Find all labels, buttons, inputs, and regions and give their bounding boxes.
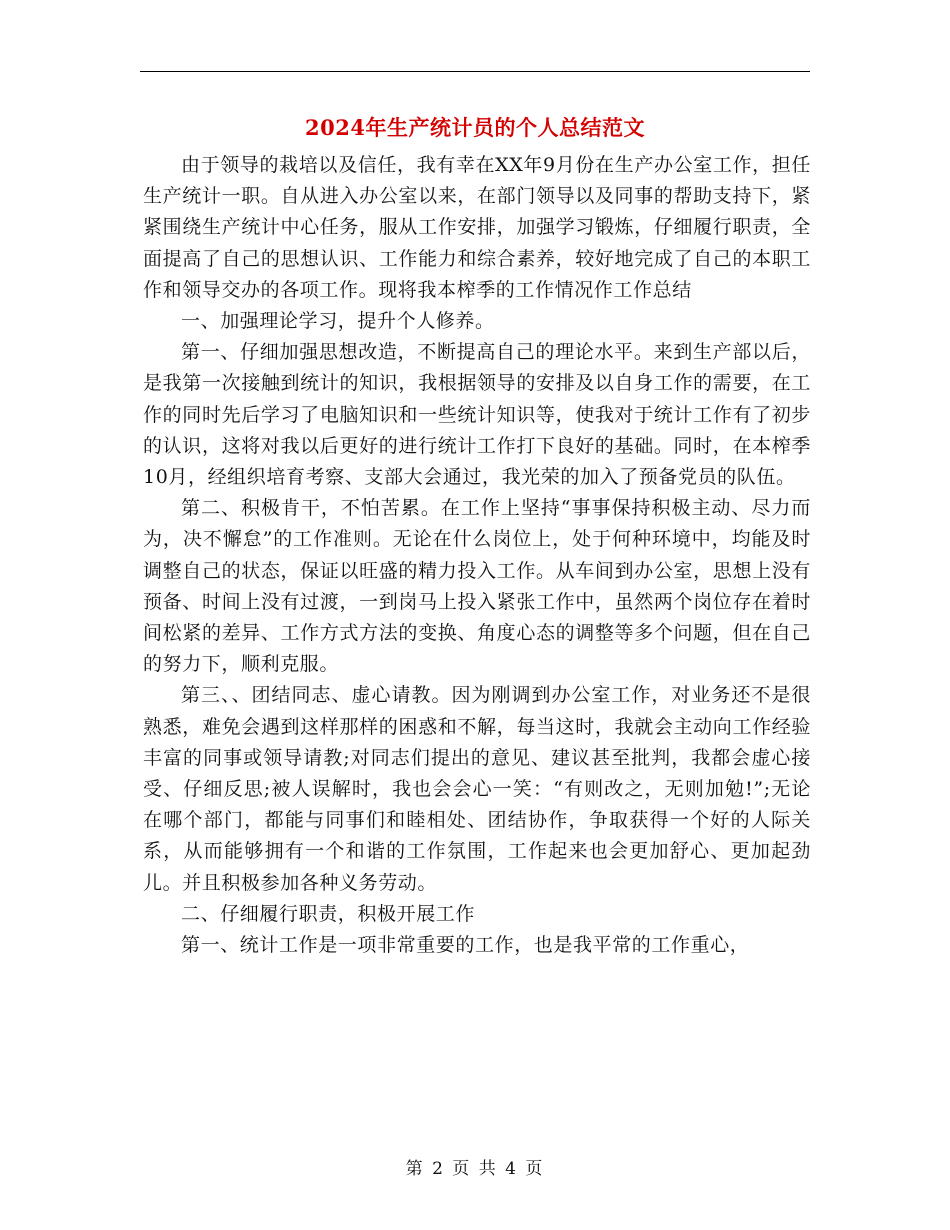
section-heading-1: 一、加强理论学习，提升个人修养。 (181, 310, 495, 333)
page-number-footer: 第 2 页 共 4 页 (405, 1159, 545, 1179)
paragraph: 第一、仔细加强思想改造，不断提高自己的理论水平。来到生产部以后，是我第一次接触到统计的知识，我根据领导的安排及以自身工作的需要，在工作的同时先后学习了电脑知识和一些统计知识等，使我对于统计工作有了初步的认识，这将对我以后更好的进行统计工作打下良好的基础。同时，在本榨季10月，经组织培育考察、支部大会通过，我光荣的加入了预备党员的队伍。 (143, 341, 811, 489)
document-title: 2024年生产统计员的个人总结范文 (305, 115, 645, 140)
paragraph: 第二、积极肯干，不怕苦累。在工作上坚持“事事保持积极主动、尽力而为，决不懈怠”的工作准则。无论在什么岗位上，处于何种环境中，均能及时调整自己的状态，保证以旺盛的精力投入工作。从车间到办公室，思想上没有预备、时间上没有过渡，一到岗马上投入紧张工作中，虽然两个岗位存在着时间松紧的差异、工作方式方法的变换、角度心态的调整等多个问题，但在自己的努力下，顺利克服。 (143, 497, 811, 676)
paragraph: 第一、统计工作是一项非常重要的工作，也是我平常的工作重心， (181, 934, 750, 957)
header-rule (140, 71, 810, 72)
section-heading-2: 二、仔细履行职责，积极开展工作 (181, 902, 476, 925)
paragraph: 第三、、团结同志、虚心请教。因为刚调到办公室工作，对业务还不是很熟悉，难免会遇到这样那样的困惑和不解，每当这时，我就会主动向工作经验丰富的同事或领导请教;对同志们提出的意见、建议甚至批判，我都会虚心接受、仔细反思;被人误解时，我也会会心一笑：“有则改之，无则加勉!”;无论在哪个部门，都能与同事们和睦相处、团结协作，争取获得一个好的人际关系，从而能够拥有一个和谐的工作氛围，工作起来也会更加舒心、更加起劲儿。并且积极参加各种义务劳动。 (143, 684, 811, 894)
document-body (143, 150, 811, 961)
paragraph-intro: 由于领导的栽培以及信任，我有幸在XX年9月份在生产办公室工作，担任生产统计一职。自从进入办公室以来，在部门领导以及同事的帮助支持下，紧紧围绕生产统计中心任务，服从工作安排，加强学习锻炼，仔细履行职责，全面提高了自己的思想认识、工作能力和综合素养，较好地完成了自己的本职工作和领导交办的各项工作。现将我本榨季的工作情况作工作总结 (143, 154, 811, 301)
